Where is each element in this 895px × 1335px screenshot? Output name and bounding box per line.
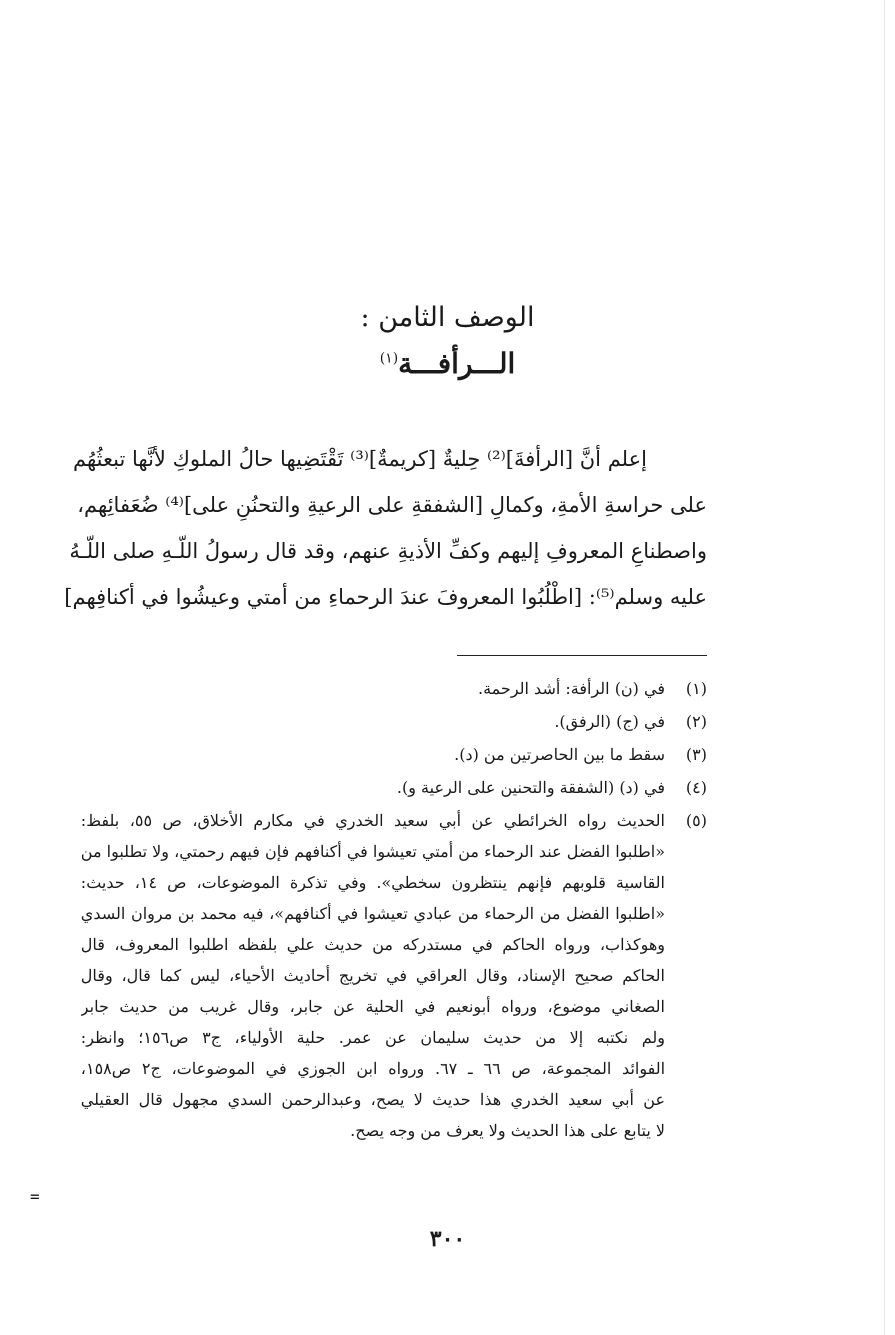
footnote-line: وهوكذاب، ورواه الحاكم في مستدركه من حديث علي بلفظه اطلبوا المعروف، قال (80, 935, 665, 954)
footnote-line: الصغاني موضوع، ورواه أبونعيم في الحلية عن جابر، وقال غريب من حديث جابر (80, 997, 665, 1016)
section-heading (0, 298, 895, 386)
footnote-number: (٥) (685, 811, 707, 830)
section-subtitle (0, 342, 895, 386)
footnote-line: الفوائد المجموعة، ص ٦٦ ـ ٦٧. ورواه ابن الجوزي في الموضوعات، ج٢ ص١٥٨، (80, 1059, 665, 1078)
footnote-text: في (ن) الرأفة: أشد الرحمة. (478, 679, 665, 698)
footnote-ref-1: (١) (379, 350, 399, 367)
footnote-separator (457, 655, 707, 656)
footnote-line: القاسية قلوبهم فإنهم ينتظرون سخطي». وفي تذكرة الموضوعات، ص ١٤، حديث: (80, 873, 665, 892)
footnote-line: «اطلبوا الفضل من الرحماء من عبادي تعيشوا في أكنافهم»، فيه محمد بن مروان السدي (80, 904, 665, 923)
footnote-line: الحاكم صحيح الإسناد، وقال العراقي في تخريج أحاديث الأحياء، ليس كما قال، وقال (80, 966, 665, 985)
footnote (189, 772, 707, 803)
footnote-line: ولم نكتبه إلا من حديث سليمان عن عمر. حلية الأولياء، ج٣ ص١٥٦؛ وانظر: (80, 1028, 665, 1047)
footnote (189, 706, 707, 737)
body-line: عليه وسلم⁽⁵⁾: [اطْلُبُوا المعروفَ عندَ الرحماءِ من أمتي وعيشُوا في أكنافِهم] (64, 585, 707, 609)
body-line: على حراسةِ الأمةِ، وكمالِ [الشفقةِ على الرعيةِ والتحنُنِ على]⁽⁴⁾ ضُعَفائِهم، (77, 493, 707, 517)
footnote-line: الحديث رواه الخرائطي عن أبي سعيد الخدري في مكارم الأخلاق، ص ٥٥، بلفظ: (80, 811, 665, 830)
body-paragraph (64, 436, 707, 620)
footnote-number: (٣) (685, 745, 707, 764)
footnote-line: «اطلبوا الفضل عند الرحماء من أمتي تعيشوا في أكنافهم فإن فيهم رحمتي، ولا تطلبوا من (80, 842, 665, 861)
footnote (80, 805, 707, 1146)
footnote-line: عن أبي سعيد الخدري هذا حديث لا يصح، وعبدالرحمن السدي مجهول قال العقيلي (80, 1090, 665, 1109)
footnotes (80, 673, 707, 1148)
continuation-mark: = (30, 1187, 40, 1206)
body-line: إعلم أنَّ [الرأفةَ]⁽²⁾ حِليةٌ [كريمةٌ]⁽³⁾ تَقْتَضِيها حالُ الملوكِ لأنَّها تبعثُهُم (73, 447, 647, 471)
body-line: واصطناعِ المعروفِ إليهم وكفِّ الأذيةِ عنهم، وقد قال رسولُ اللّـهِ صلى اللّـهُ (69, 539, 707, 563)
footnote-number: (٢) (685, 712, 707, 731)
page-number: ٣٠٠ (429, 1226, 466, 1252)
footnote-text: سقط ما بين الحاصرتين من (د). (454, 745, 665, 764)
footnote-text: في (د) (الشفقة والتحنين على الرعية و). (396, 778, 665, 797)
footnote (189, 739, 707, 770)
footnote-text: في (ج) (الرفق). (554, 712, 665, 731)
footnote-number: (٤) (685, 778, 707, 797)
footnote-text (81, 805, 665, 1146)
section-subtitle-text: الـــرأفـــة (398, 347, 516, 380)
page-edge (884, 0, 885, 1335)
footnote (189, 673, 707, 704)
footnote-line: لا يتابع على هذا الحديث ولا يعرف من وجه يصح. (350, 1121, 665, 1140)
footnote-number: (١) (685, 679, 707, 698)
section-title: الوصف الثامن : (360, 302, 535, 333)
